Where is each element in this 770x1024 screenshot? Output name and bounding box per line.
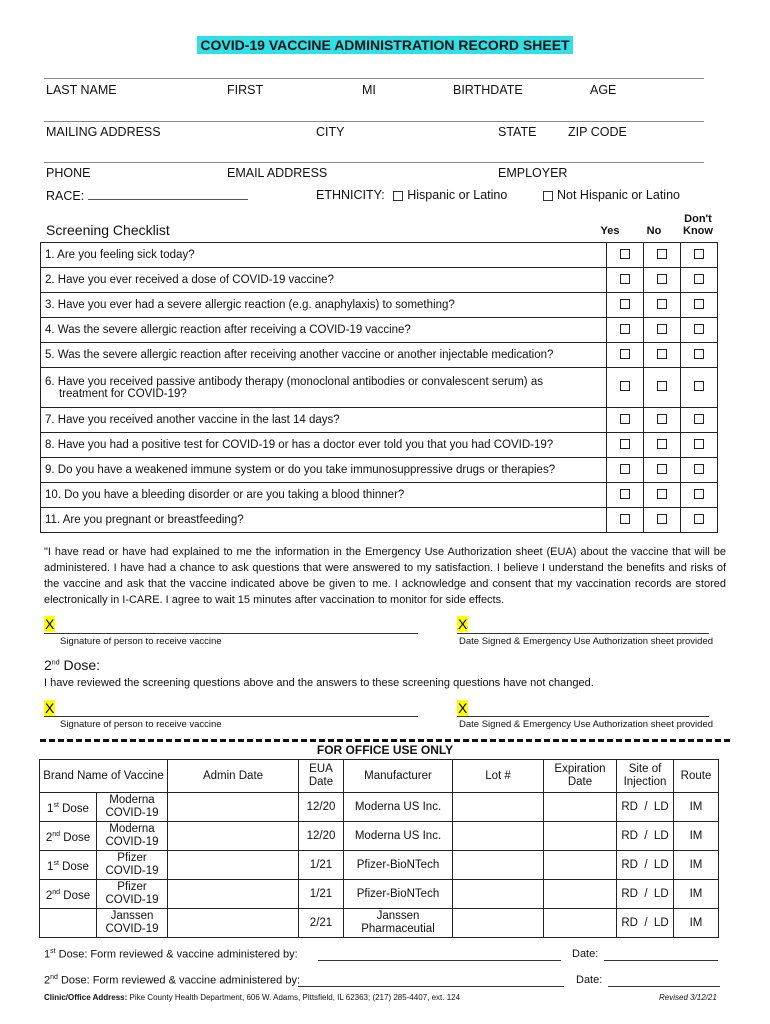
checkbox-no[interactable] <box>657 249 667 259</box>
answer-cell-no <box>644 458 681 483</box>
field-line[interactable] <box>44 162 704 163</box>
expiration-cell[interactable] <box>544 909 617 938</box>
admin-date-cell[interactable] <box>168 880 299 909</box>
office-row <box>40 793 719 822</box>
route: IM <box>674 880 719 909</box>
vaccine-brand: Janssen COVID-19 <box>97 909 168 938</box>
checkbox-no[interactable] <box>657 349 667 359</box>
consent-text: "I have read or have had explained to me the information in the Emergency Use Authorization sheet (EUA) about the vaccine that will be administered. I have had a chance to ask questions that were answered to my satisfaction. I believe I understand the benefits and risks of the vaccine and ask that the vaccine indicated above be given to me. I acknowledge and consent that my vaccination records are stored electronically in I-CARE. I agree to wait 15 minutes after vaccination to monitor for side effects. <box>44 546 726 606</box>
screening-row <box>41 508 718 533</box>
expiration-cell[interactable] <box>544 822 617 851</box>
hdr-eua: EUA Date <box>299 760 344 793</box>
office-row <box>40 822 719 851</box>
dose-label: 2nd Dose <box>40 880 97 909</box>
checkbox-no[interactable] <box>657 489 667 499</box>
label-not-hispanic: Not Hispanic or Latino <box>557 188 680 202</box>
checkbox-dont-know[interactable] <box>694 439 704 449</box>
checkbox-dont-know[interactable] <box>694 274 704 284</box>
dose2-admin-line[interactable] <box>298 986 564 987</box>
answer-cell-yes <box>607 318 644 343</box>
expiration-cell[interactable] <box>544 793 617 822</box>
date-caption: Date Signed & Emergency Use Authorization sheet provided <box>459 636 714 647</box>
footer-date1-label: Date: <box>572 948 599 960</box>
answer-cell-no <box>644 293 681 318</box>
expiration-cell[interactable] <box>544 880 617 909</box>
screening-row <box>41 483 718 508</box>
lot-cell[interactable] <box>453 909 544 938</box>
answer-cell-dont-know <box>681 458 718 483</box>
race-row <box>46 188 248 203</box>
screening-row <box>41 408 718 433</box>
checkbox-no[interactable] <box>657 324 667 334</box>
lot-cell[interactable] <box>453 851 544 880</box>
signature-x-2: X <box>45 700 55 716</box>
answer-cell-no <box>644 483 681 508</box>
answer-cell-yes <box>607 343 644 368</box>
date-line-2[interactable] <box>457 716 709 717</box>
eua-date: 12/20 <box>299 822 344 851</box>
date-x: X <box>458 616 468 632</box>
hdr-lot: Lot # <box>453 760 544 793</box>
screening-row <box>41 458 718 483</box>
checkbox-dont-know[interactable] <box>694 489 704 499</box>
answer-cell-no <box>644 343 681 368</box>
lot-cell[interactable] <box>453 793 544 822</box>
date-line[interactable] <box>457 633 709 634</box>
screening-question: 1. Are you feeling sick today? <box>41 243 607 268</box>
answer-cell-dont-know <box>681 368 718 408</box>
screening-question: 9. Do you have a weakened immune system or do you take immunosuppressive drugs or therapies? <box>41 458 607 483</box>
screening-row <box>41 343 718 368</box>
site-of-injection[interactable]: RD / LD <box>617 909 674 938</box>
expiration-cell[interactable] <box>544 851 617 880</box>
manufacturer: Moderna US Inc. <box>344 793 453 822</box>
footer-dose1: 1st Dose: Form reviewed & vaccine administered by: <box>44 948 298 961</box>
office-row <box>40 851 719 880</box>
screening-question: 4. Was the severe allergic reaction after receiving a COVID-19 vaccine? <box>41 318 607 343</box>
answer-cell-dont-know <box>681 483 718 508</box>
checkbox-yes[interactable] <box>620 249 630 259</box>
label-employer: EMPLOYER <box>498 166 568 180</box>
checkbox-yes[interactable] <box>620 349 630 359</box>
answer-cell-yes <box>607 268 644 293</box>
checkbox-dont-know[interactable] <box>694 324 704 334</box>
answer-cell-yes <box>607 483 644 508</box>
checkbox-dont-know[interactable] <box>694 514 704 524</box>
dose1-date-line[interactable] <box>604 960 718 961</box>
not-hispanic-checkbox[interactable] <box>543 191 553 201</box>
page-title: COVID-19 VACCINE ADMINISTRATION RECORD SHEET <box>0 37 770 55</box>
signature-caption-2: Signature of person to receive vaccine <box>60 719 222 730</box>
site-of-injection[interactable]: RD / LD <box>617 793 674 822</box>
date-x-2: X <box>458 700 468 716</box>
checkbox-yes[interactable] <box>620 299 630 309</box>
screening-question: 10. Do you have a bleeding disorder or are you taking a blood thinner? <box>41 483 607 508</box>
lot-cell[interactable] <box>453 880 544 909</box>
admin-date-cell[interactable] <box>168 909 299 938</box>
cut-line <box>40 739 730 742</box>
dose2-date-line[interactable] <box>608 986 720 987</box>
site-of-injection[interactable]: RD / LD <box>617 880 674 909</box>
answer-cell-yes <box>607 508 644 533</box>
ethnicity-row <box>316 188 507 202</box>
label-ethnicity: ETHNICITY: <box>316 188 385 202</box>
eua-date: 1/21 <box>299 880 344 909</box>
screening-row <box>41 368 718 408</box>
col-yes: Yes <box>600 225 620 237</box>
vaccine-brand: Pfizer COVID-19 <box>97 880 168 909</box>
label-state: STATE <box>498 125 537 139</box>
answer-cell-yes <box>607 458 644 483</box>
checkbox-yes[interactable] <box>620 324 630 334</box>
screening-row <box>41 268 718 293</box>
checkbox-yes[interactable] <box>620 274 630 284</box>
admin-date-cell[interactable] <box>168 793 299 822</box>
checkbox-yes[interactable] <box>620 439 630 449</box>
screening-question: 11. Are you pregnant or breastfeeding? <box>41 508 607 533</box>
dose-label: 1st Dose <box>40 851 97 880</box>
admin-date-cell[interactable] <box>168 851 299 880</box>
screening-question: 7. Have you received another vaccine in the last 14 days? <box>41 408 607 433</box>
label-first: FIRST <box>227 83 264 97</box>
checkbox-no[interactable] <box>657 514 667 524</box>
lot-cell[interactable] <box>453 822 544 851</box>
checkbox-yes[interactable] <box>620 464 630 474</box>
checkbox-no[interactable] <box>657 439 667 449</box>
field-line[interactable] <box>44 121 704 122</box>
manufacturer: Janssen Pharmaceutial <box>344 909 453 938</box>
answer-cell-dont-know <box>681 318 718 343</box>
screening-table <box>40 242 718 533</box>
route: IM <box>674 909 719 938</box>
eua-date: 12/20 <box>299 793 344 822</box>
checkbox-dont-know[interactable] <box>694 464 704 474</box>
date-caption-2: Date Signed & Emergency Use Authorization sheet provided <box>459 719 714 730</box>
answer-cell-yes <box>607 408 644 433</box>
checkbox-dont-know[interactable] <box>694 299 704 309</box>
answer-cell-yes <box>607 368 644 408</box>
label-hispanic: Hispanic or Latino <box>407 188 508 202</box>
screening-question: 5. Was the severe allergic reaction after receiving another vaccine or another injectable medication? <box>41 343 607 368</box>
signature-caption: Signature of person to receive vaccine <box>60 636 222 647</box>
office-heading: FOR OFFICE USE ONLY <box>316 743 454 757</box>
answer-cell-no <box>644 508 681 533</box>
route: IM <box>674 793 719 822</box>
screening-question: 8. Have you had a positive test for COVID-19 or has a doctor ever told you that you had COVID-19? <box>41 433 607 458</box>
screening-question: 3. Have you ever had a severe allergic reaction (e.g. anaphylaxis) to something? <box>41 293 607 318</box>
label-mailing-address: MAILING ADDRESS <box>46 125 161 139</box>
label-phone: PHONE <box>46 166 91 180</box>
answer-cell-dont-know <box>681 508 718 533</box>
signature-line[interactable] <box>44 633 418 634</box>
screening-row <box>41 433 718 458</box>
label-mi: MI <box>362 83 376 97</box>
checkbox-yes[interactable] <box>620 489 630 499</box>
manufacturer: Pfizer-BioNTech <box>344 851 453 880</box>
field-line[interactable] <box>44 78 704 79</box>
office-table <box>39 759 719 938</box>
label-last-name: LAST NAME <box>46 83 117 97</box>
office-row <box>40 909 719 938</box>
answer-cell-dont-know <box>681 243 718 268</box>
screening-question: 6. Have you received passive antibody therapy (monoclonal antibodies or convalescent serum) as treatment for COVID-19? <box>41 368 607 408</box>
footer-date2-label: Date: <box>576 974 603 986</box>
not-hispanic-row <box>543 188 680 202</box>
eua-date: 1/21 <box>299 851 344 880</box>
race-input[interactable] <box>88 188 248 200</box>
answer-cell-yes <box>607 433 644 458</box>
screening-row <box>41 293 718 318</box>
answer-cell-no <box>644 368 681 408</box>
hispanic-checkbox[interactable] <box>393 191 403 201</box>
route: IM <box>674 822 719 851</box>
clinic-address: Clinic/Office Address: Pike County Health Department, 606 W. Adams, Pittsfield, IL 62363; (217) 285-4407, ext. 124 <box>44 993 461 1002</box>
dose1-admin-line[interactable] <box>318 960 561 961</box>
vaccine-brand: Moderna COVID-19 <box>97 793 168 822</box>
screening-row <box>41 318 718 343</box>
checkbox-no[interactable] <box>657 464 667 474</box>
label-email: EMAIL ADDRESS <box>227 166 328 180</box>
answer-cell-dont-know <box>681 433 718 458</box>
col-dont-know: Don't Know <box>683 213 713 237</box>
second-dose-text: I have reviewed the screening questions above and the answers to these screening questions have not changed. <box>44 677 594 689</box>
screening-title: Screening Checklist <box>46 222 170 238</box>
label-race: RACE: <box>46 189 85 203</box>
checkbox-yes[interactable] <box>620 381 630 391</box>
signature-x: X <box>45 616 55 632</box>
manufacturer: Pfizer-BioNTech <box>344 880 453 909</box>
admin-date-cell[interactable] <box>168 822 299 851</box>
hdr-expiration: Expiration Date <box>544 760 617 793</box>
checkbox-no[interactable] <box>657 299 667 309</box>
hdr-manufacturer: Manufacturer <box>344 760 453 793</box>
dose-label <box>40 909 97 938</box>
checkbox-no[interactable] <box>657 381 667 391</box>
checkbox-no[interactable] <box>657 274 667 284</box>
answer-cell-no <box>644 318 681 343</box>
label-age: AGE <box>590 83 617 97</box>
col-no: No <box>646 225 662 237</box>
checkbox-dont-know[interactable] <box>694 414 704 424</box>
footer-dose2: 2nd Dose: Form reviewed & vaccine administered by: <box>44 974 301 987</box>
answer-cell-no <box>644 433 681 458</box>
label-zip: ZIP CODE <box>568 125 627 139</box>
eua-date: 2/21 <box>299 909 344 938</box>
checkbox-yes[interactable] <box>620 514 630 524</box>
office-row <box>40 880 719 909</box>
answer-cell-no <box>644 243 681 268</box>
hdr-brand: Brand Name of Vaccine <box>40 760 168 793</box>
vaccine-brand: Pfizer COVID-19 <box>97 851 168 880</box>
answer-cell-yes <box>607 293 644 318</box>
answer-cell-dont-know <box>681 343 718 368</box>
answer-cell-dont-know <box>681 268 718 293</box>
signature-line-2[interactable] <box>44 716 418 717</box>
answer-cell-dont-know <box>681 293 718 318</box>
dose-label: 2nd Dose <box>40 822 97 851</box>
label-city: CITY <box>316 125 345 139</box>
route: IM <box>674 851 719 880</box>
checkbox-no[interactable] <box>657 414 667 424</box>
hdr-site: Site of Injection <box>617 760 674 793</box>
label-birthdate: BIRTHDATE <box>453 83 523 97</box>
screening-row <box>41 243 718 268</box>
checkbox-dont-know[interactable] <box>694 349 704 359</box>
revised-date: Revised 3/12/21 <box>659 993 717 1002</box>
hdr-route: Route <box>674 760 719 793</box>
answer-cell-dont-know <box>681 408 718 433</box>
answer-cell-yes <box>607 243 644 268</box>
checkbox-dont-know[interactable] <box>694 381 704 391</box>
second-dose-title: 2nd Dose: <box>44 657 101 673</box>
manufacturer: Moderna US Inc. <box>344 822 453 851</box>
screening-question: 2. Have you ever received a dose of COVID-19 vaccine? <box>41 268 607 293</box>
answer-cell-no <box>644 408 681 433</box>
dose-label: 1st Dose <box>40 793 97 822</box>
site-of-injection[interactable]: RD / LD <box>617 822 674 851</box>
hdr-admin-date: Admin Date <box>168 760 299 793</box>
vaccine-brand: Moderna COVID-19 <box>97 822 168 851</box>
site-of-injection[interactable]: RD / LD <box>617 851 674 880</box>
checkbox-yes[interactable] <box>620 414 630 424</box>
checkbox-dont-know[interactable] <box>694 249 704 259</box>
answer-cell-no <box>644 268 681 293</box>
